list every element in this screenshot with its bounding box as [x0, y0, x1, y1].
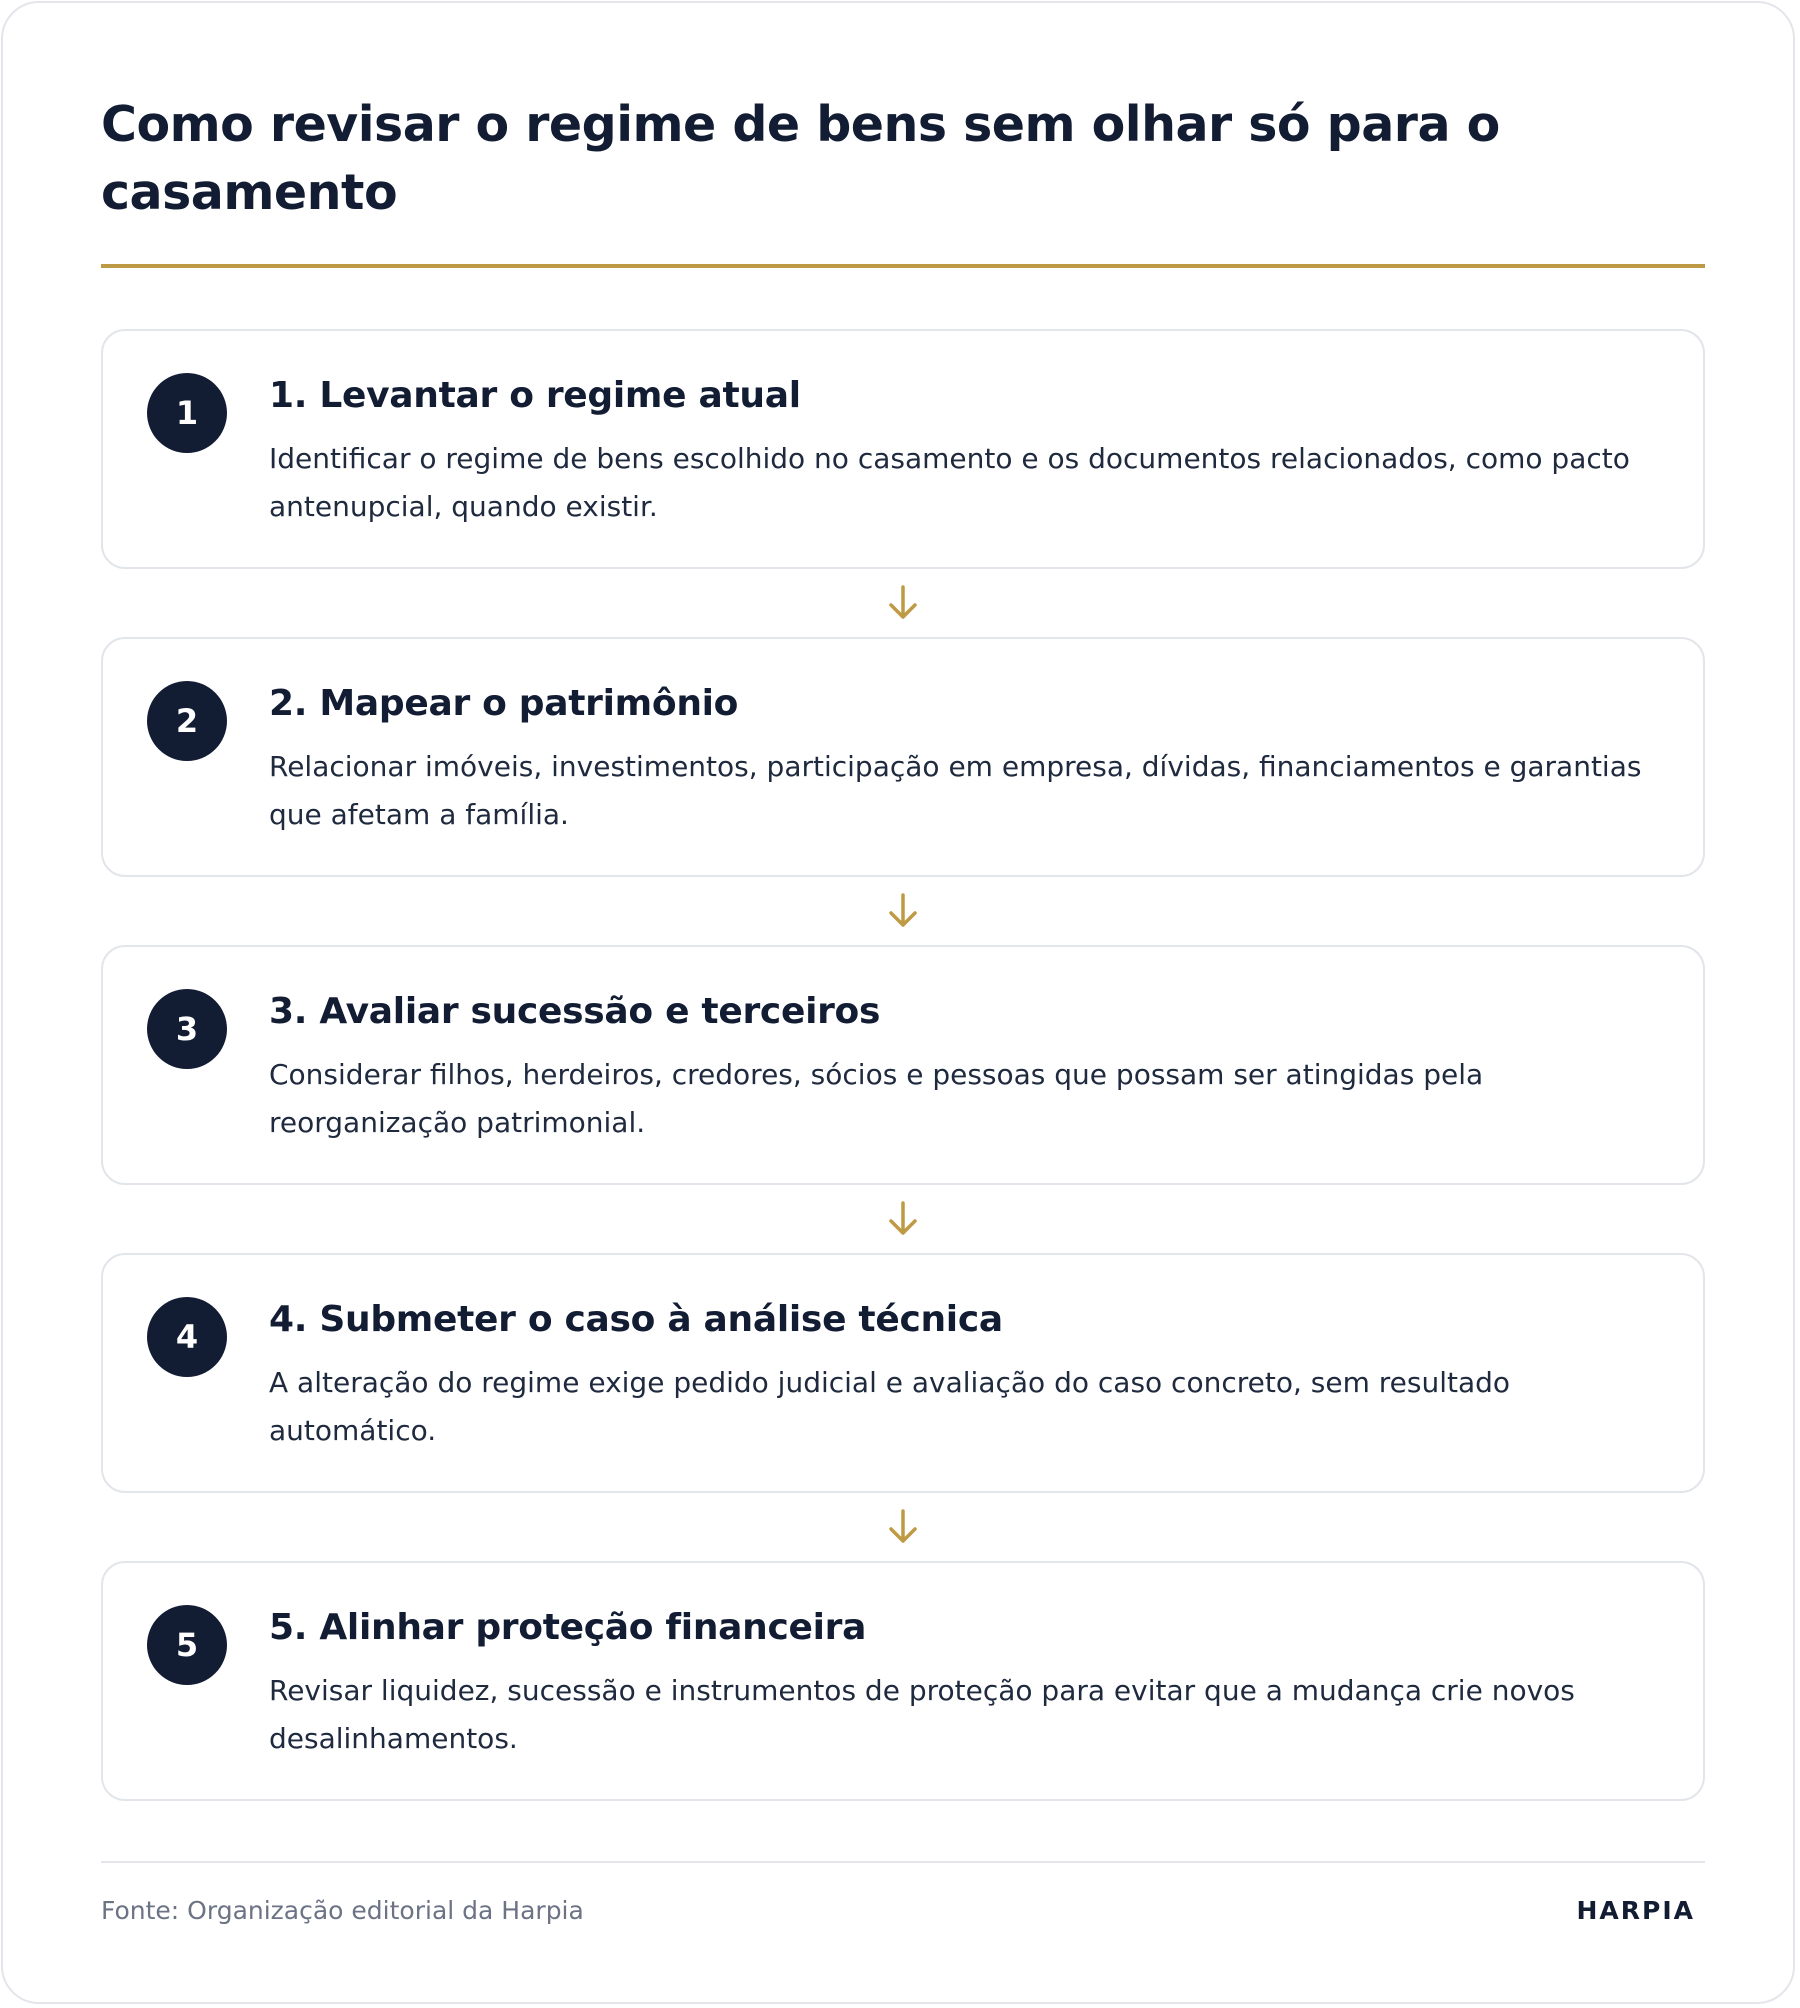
step-card-1: [101, 329, 1705, 569]
step-number-badge: 5: [147, 1605, 227, 1685]
arrow-down-icon: [885, 891, 921, 931]
step-card-5: [101, 1561, 1705, 1801]
step-description: Relacionar imóveis, investimentos, participação em empresa, dívidas, financiamentos e garantias que afetam a família.: [269, 750, 1642, 831]
page-title: Como revisar o regime de bens sem olhar só para o casamento: [101, 96, 1500, 221]
step-title: 5. Alinhar proteção financeira: [269, 1607, 867, 1648]
step-number-badge: 1: [147, 373, 227, 453]
step-title: 1. Levantar o regime atual: [269, 375, 801, 416]
step-description: Considerar filhos, herdeiros, credores, sócios e pessoas que possam ser atingidas pela reorganização patrimonial.: [269, 1058, 1484, 1139]
step-description: A alteração do regime exige pedido judicial e avaliação do caso concreto, sem resultado automático.: [269, 1366, 1511, 1447]
brand-logo: HARPIA: [1576, 1896, 1695, 1925]
step-title: 2. Mapear o patrimônio: [269, 683, 739, 724]
title-divider: [101, 264, 1705, 268]
step-card-4: [101, 1253, 1705, 1493]
step-title: 3. Avaliar sucessão e terceiros: [269, 991, 881, 1032]
step-description: Revisar liquidez, sucessão e instrumentos de proteção para evitar que a mudança crie novos desalinhamentos.: [269, 1674, 1575, 1755]
arrow-down-icon: [885, 1507, 921, 1547]
step-description: Identificar o regime de bens escolhido no casamento e os documentos relacionados, como pacto antenupcial, quando existir.: [269, 442, 1630, 523]
infographic-frame: [1, 1, 1795, 2004]
step-card-3: [101, 945, 1705, 1185]
step-title: 4. Submeter o caso à análise técnica: [269, 1299, 1003, 1340]
source-caption: Fonte: Organização editorial da Harpia: [101, 1896, 584, 1925]
step-number-badge: 3: [147, 989, 227, 1069]
step-number-badge: 4: [147, 1297, 227, 1377]
arrow-down-icon: [885, 583, 921, 623]
footer-divider: [101, 1861, 1705, 1863]
step-number-badge: 2: [147, 681, 227, 761]
step-card-2: [101, 637, 1705, 877]
arrow-down-icon: [885, 1199, 921, 1239]
